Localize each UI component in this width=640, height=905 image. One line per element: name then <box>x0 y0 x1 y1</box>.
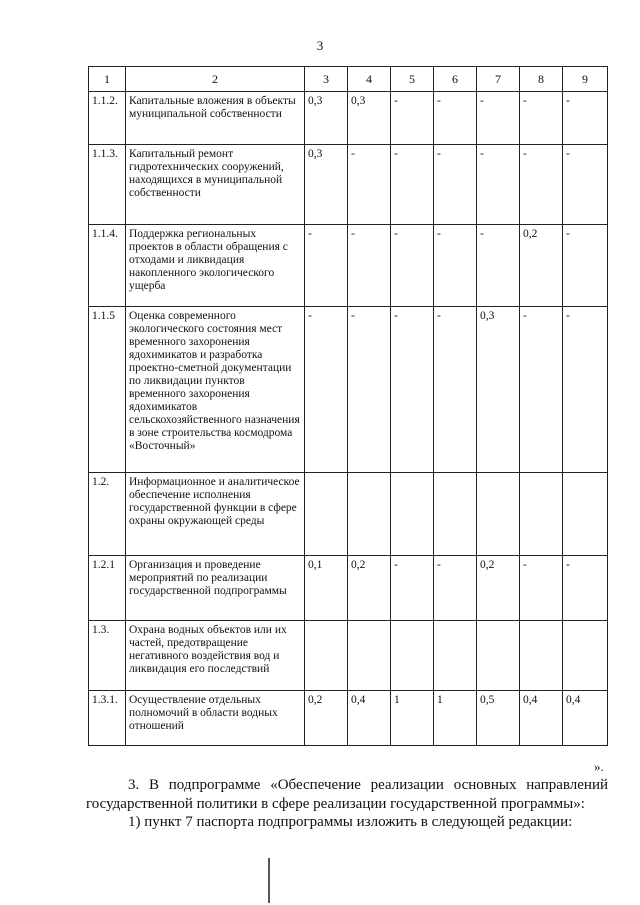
value-cell: 0,3 <box>305 92 348 145</box>
value-cell: - <box>434 556 477 621</box>
value-cell <box>348 473 391 556</box>
value-cell: - <box>563 556 608 621</box>
value-cell: 0,4 <box>348 691 391 746</box>
value-cell: - <box>563 145 608 225</box>
value-cell: 0,1 <box>305 556 348 621</box>
row-number: 1.1.4. <box>89 225 126 307</box>
closing-quote: ». <box>594 759 604 774</box>
value-cell: - <box>391 92 434 145</box>
header-cell: 5 <box>391 67 434 92</box>
value-cell: - <box>520 556 563 621</box>
value-cell: - <box>563 225 608 307</box>
value-cell: - <box>348 307 391 473</box>
program-table <box>88 66 608 746</box>
header-cell: 4 <box>348 67 391 92</box>
value-cell <box>477 621 520 691</box>
table-row <box>89 556 608 621</box>
scan-mark <box>268 858 270 903</box>
header-cell: 9 <box>563 67 608 92</box>
value-cell <box>563 473 608 556</box>
value-cell: 0,2 <box>520 225 563 307</box>
value-cell: - <box>434 145 477 225</box>
table-row <box>89 621 608 691</box>
table-row <box>89 307 608 473</box>
table-body <box>89 67 608 746</box>
value-cell: - <box>434 92 477 145</box>
value-cell <box>348 621 391 691</box>
row-description: Поддержка региональных проектов в области обращения с отходами и ликвидация накопленного экологического ущерба <box>126 225 305 307</box>
value-cell: 0,2 <box>305 691 348 746</box>
value-cell: - <box>434 225 477 307</box>
value-cell: - <box>348 145 391 225</box>
value-cell: - <box>563 92 608 145</box>
header-cell: 3 <box>305 67 348 92</box>
value-cell: 0,3 <box>305 145 348 225</box>
value-cell: - <box>391 556 434 621</box>
value-cell <box>305 621 348 691</box>
value-cell: 0,4 <box>520 691 563 746</box>
value-cell: - <box>434 307 477 473</box>
value-cell <box>563 621 608 691</box>
value-cell <box>477 473 520 556</box>
row-number: 1.2. <box>89 473 126 556</box>
table-header-row <box>89 67 608 92</box>
table-row <box>89 225 608 307</box>
table-row <box>89 145 608 225</box>
value-cell: - <box>520 145 563 225</box>
value-cell: - <box>305 307 348 473</box>
value-cell <box>520 473 563 556</box>
value-cell: - <box>477 92 520 145</box>
paragraph-passport-item: 1) пункт 7 паспорта подпрограммы изложить в следующей редакции: <box>128 814 573 830</box>
row-description: Капитальные вложения в объекты муниципальной собственности <box>126 92 305 145</box>
value-cell: - <box>520 307 563 473</box>
row-number: 1.3. <box>89 621 126 691</box>
value-cell: - <box>563 307 608 473</box>
table-row <box>89 473 608 556</box>
value-cell: - <box>305 225 348 307</box>
row-description: Охрана водных объектов или их частей, предотвращение негативного воздействия вод и ликвидация его последствий <box>126 621 305 691</box>
value-cell: 0,3 <box>477 307 520 473</box>
row-number: 1.1.3. <box>89 145 126 225</box>
paragraph-subprogram: 3. В подпрограмме «Обеспечение реализации основных направлений государственной политики в сфере реализации государственной программы»: <box>86 777 608 812</box>
value-cell: - <box>477 225 520 307</box>
value-cell: - <box>348 225 391 307</box>
value-cell <box>391 473 434 556</box>
row-description: Оценка современного экологического состояния мест временного захоронения ядохимикатов и разработка проектно-сметной документации по ликвидации пунктов временного захоронения ядохимикатов сельскохозяйственного назначения в зоне строительства космодрома «Восточный» <box>126 307 305 473</box>
value-cell: - <box>391 225 434 307</box>
value-cell <box>391 621 434 691</box>
value-cell: 0,2 <box>348 556 391 621</box>
value-cell <box>434 473 477 556</box>
value-cell: - <box>391 307 434 473</box>
value-cell <box>434 621 477 691</box>
header-cell: 2 <box>126 67 305 92</box>
value-cell: 0,2 <box>477 556 520 621</box>
value-cell: 1 <box>434 691 477 746</box>
table-row <box>89 691 608 746</box>
row-number: 1.1.5 <box>89 307 126 473</box>
row-description: Информационное и аналитическое обеспечение исполнения государственной функции в сфере охраны окружающей среды <box>126 473 305 556</box>
value-cell: 0,5 <box>477 691 520 746</box>
header-cell: 1 <box>89 67 126 92</box>
page-number: 3 <box>316 38 324 53</box>
header-cell: 6 <box>434 67 477 92</box>
value-cell: 0,3 <box>348 92 391 145</box>
value-cell: 1 <box>391 691 434 746</box>
value-cell: 0,4 <box>563 691 608 746</box>
value-cell <box>520 621 563 691</box>
header-cell: 8 <box>520 67 563 92</box>
table-row <box>89 92 608 145</box>
value-cell: - <box>391 145 434 225</box>
row-description: Осуществление отдельных полномочий в области водных отношений <box>126 691 305 746</box>
row-description: Организация и проведение мероприятий по реализации государственной подпрограммы <box>126 556 305 621</box>
row-description: Капитальный ремонт гидротехнических сооружений, находящихся в муниципальной собственности <box>126 145 305 225</box>
value-cell: - <box>520 92 563 145</box>
row-number: 1.2.1 <box>89 556 126 621</box>
value-cell <box>305 473 348 556</box>
row-number: 1.3.1. <box>89 691 126 746</box>
row-number: 1.1.2. <box>89 92 126 145</box>
header-cell: 7 <box>477 67 520 92</box>
value-cell: - <box>477 145 520 225</box>
